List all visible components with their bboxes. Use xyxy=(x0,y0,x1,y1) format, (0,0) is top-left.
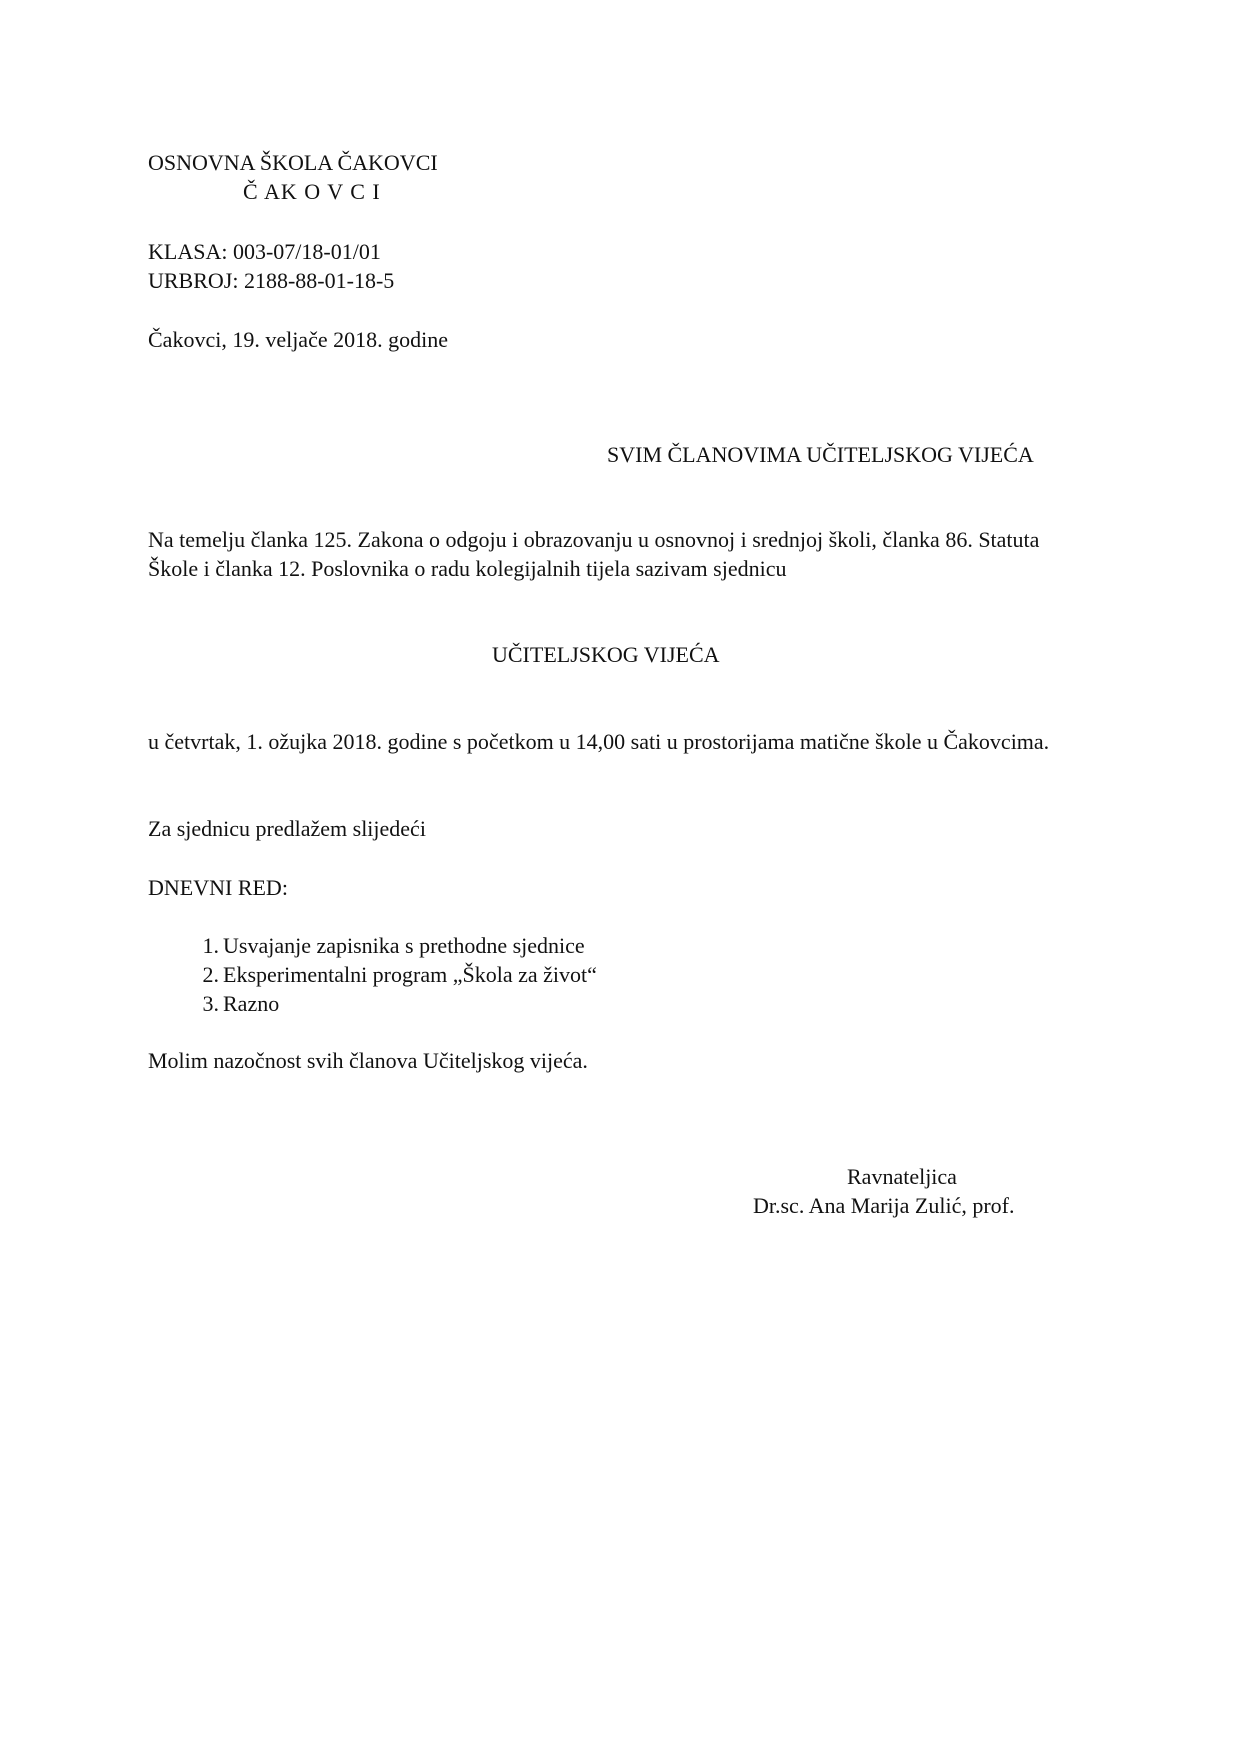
agenda-item-number: 1. xyxy=(202,933,219,958)
agenda-item-text: Eksperimentalni program „Škola za život“ xyxy=(223,962,597,987)
school-place: Č AK O V C I xyxy=(243,179,381,204)
attendance-request: Molim nazočnost svih članova Učiteljskog vijeća. xyxy=(148,1048,588,1073)
signature-role: Ravnateljica xyxy=(847,1164,957,1189)
intro-paragraph: Na temelju članka 125. Zakona o odgoju i obrazovanju u osnovnoj i srednjoj školi, članka 86. Statuta Škole i članka 12. Poslovnika o radu kolegijalnih tijela sazivam sjednicu xyxy=(148,527,1040,581)
agenda-list xyxy=(148,931,597,1018)
klasa-reference: KLASA: 003-07/18-01/01 xyxy=(148,239,381,264)
agenda-item xyxy=(148,989,597,1018)
school-name: OSNOVNA ŠKOLA ČAKOVCI xyxy=(148,150,438,175)
agenda-item-number: 2. xyxy=(202,962,219,987)
agenda-item xyxy=(148,960,597,989)
agenda-item-text: Razno xyxy=(223,991,280,1016)
urbroj-reference: URBROJ: 2188-88-01-18-5 xyxy=(148,268,395,293)
date-line: Čakovci, 19. veljače 2018. godine xyxy=(148,327,448,352)
recipient-line: SVIM ČLANOVIMA UČITELJSKOG VIJEĆA xyxy=(607,442,1034,467)
agenda-intro: Za sjednicu predlažem slijedeći xyxy=(148,816,426,841)
signature-name: Dr.sc. Ana Marija Zulić, prof. xyxy=(753,1193,1015,1218)
meeting-paragraph: u četvrtak, 1. ožujka 2018. godine s početkom u 14,00 sati u prostorijama matične škole u Čakovcima. xyxy=(148,729,1050,754)
agenda-item-text: Usvajanje zapisnika s prethodne sjednice xyxy=(223,933,585,958)
agenda-item xyxy=(148,931,597,960)
agenda-title: DNEVNI RED: xyxy=(148,875,288,900)
council-heading: UČITELJSKOG VIJEĆA xyxy=(492,642,720,667)
agenda-item-number: 3. xyxy=(202,991,219,1016)
